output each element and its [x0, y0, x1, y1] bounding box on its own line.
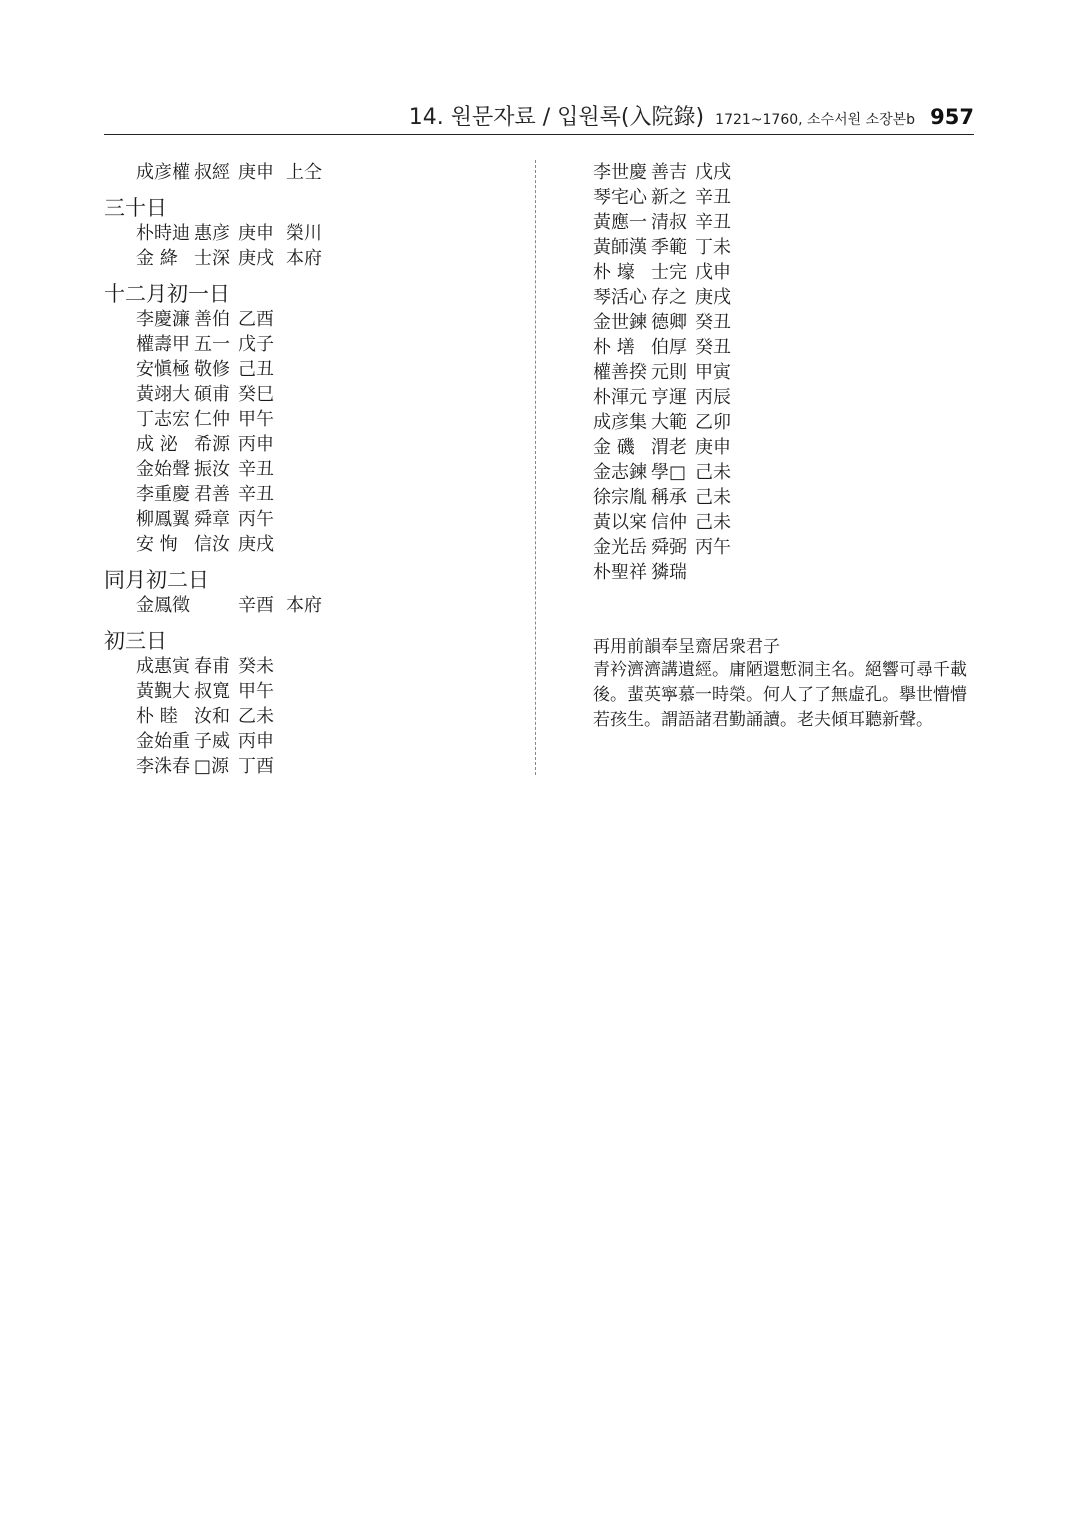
group-gap	[104, 185, 524, 195]
courtesy-name: 五一	[194, 334, 230, 355]
person-name: 成惠寅	[136, 656, 190, 677]
person-name: 徐宗胤	[593, 487, 647, 508]
courtesy-name: 善吉	[651, 162, 687, 183]
birth-year: 辛丑	[238, 459, 274, 480]
person-name: 成 泌	[136, 434, 178, 455]
list-item	[593, 160, 973, 185]
courtesy-name: 季範	[651, 237, 687, 258]
list-item	[104, 482, 524, 507]
person-name: 李世慶	[593, 162, 647, 183]
person-name: 安 恂	[136, 534, 178, 555]
person-name: 琴宅心	[593, 187, 647, 208]
birth-year: 癸未	[238, 656, 274, 677]
person-name: 李慶濂	[136, 309, 190, 330]
birth-year: 庚戌	[238, 534, 274, 555]
courtesy-name: 振汝	[194, 459, 230, 480]
person-name: 朴時迪	[136, 223, 190, 244]
birth-year: 乙未	[238, 706, 274, 727]
birth-year: 己未	[695, 462, 731, 483]
courtesy-name: 元則	[651, 362, 687, 383]
list-item	[104, 507, 524, 532]
person-name: 金始聲	[136, 459, 190, 480]
list-item	[593, 235, 973, 260]
list-item	[593, 410, 973, 435]
courtesy-name: 獜瑞	[651, 562, 687, 583]
poem-line: 青衿濟濟講遺經。庸陋還慙洞主名。絕響可尋千載	[593, 660, 967, 680]
courtesy-name: 敬修	[194, 359, 230, 380]
person-name: 金志鍊	[593, 462, 647, 483]
list-item	[104, 679, 524, 704]
courtesy-name: 清叔	[651, 212, 687, 233]
list-item	[104, 532, 524, 557]
poem	[593, 636, 973, 733]
person-name: 權壽甲	[136, 334, 190, 355]
hometown: 榮川	[286, 223, 322, 244]
birth-year: 庚戌	[695, 287, 731, 308]
birth-year: 丙午	[695, 537, 731, 558]
list-item	[104, 729, 524, 754]
birth-year: 辛丑	[695, 212, 731, 233]
list-item	[104, 160, 524, 185]
birth-year: 戊戌	[695, 162, 731, 183]
person-name: 黃以宲	[593, 512, 647, 533]
birth-year: 丁未	[695, 237, 731, 258]
person-name: 金鳳徵	[136, 595, 190, 616]
courtesy-name: 渭老	[651, 437, 687, 458]
list-item	[104, 754, 524, 779]
group-gap	[104, 271, 524, 281]
list-item	[104, 221, 524, 246]
date-heading: 初三日	[104, 629, 167, 653]
hometown: 本府	[286, 595, 322, 616]
list-item	[104, 332, 524, 357]
poem-line: 若孩生。謂語諸君勤誦讀。老夫傾耳聽新聲。	[593, 710, 933, 730]
date-heading: 十二月初一日	[104, 282, 230, 306]
column-divider	[535, 160, 536, 775]
person-name: 安愼極	[136, 359, 190, 380]
list-item	[593, 510, 973, 535]
person-name: 朴渾元	[593, 387, 647, 408]
courtesy-name: 叔寬	[194, 681, 230, 702]
list-item	[593, 310, 973, 335]
birth-year: 癸巳	[238, 384, 274, 405]
birth-year: 己未	[695, 512, 731, 533]
list-item	[593, 360, 973, 385]
birth-year: 丙午	[238, 509, 274, 530]
left-column	[104, 160, 524, 779]
person-name: 朴 睦	[136, 706, 178, 727]
person-name: 柳鳳翼	[136, 509, 190, 530]
list-item	[104, 654, 524, 679]
birth-year: 乙卯	[695, 412, 731, 433]
person-name: 金 磯	[593, 437, 635, 458]
list-item	[593, 385, 973, 410]
courtesy-name: 君善	[194, 484, 230, 505]
courtesy-name: 碩甫	[194, 384, 230, 405]
birth-year: 丙申	[238, 434, 274, 455]
birth-year: 甲寅	[695, 362, 731, 383]
hometown: 本府	[286, 248, 322, 269]
person-name: 成彦集	[593, 412, 647, 433]
person-name: 成彦權	[136, 162, 190, 183]
courtesy-name: 仁仲	[194, 409, 230, 430]
courtesy-name: 學□	[651, 462, 687, 483]
person-name: 黃應一	[593, 212, 647, 233]
courtesy-name: 士完	[651, 262, 687, 283]
page-header	[104, 100, 974, 135]
list-item	[104, 593, 524, 618]
person-name: 朴聖祥	[593, 562, 647, 583]
person-name: 金 絳	[136, 248, 178, 269]
list-item	[104, 704, 524, 729]
birth-year: 丁酉	[238, 756, 274, 777]
courtesy-name: 稱承	[651, 487, 687, 508]
person-name: 朴 壕	[593, 262, 635, 283]
page-number: 957	[930, 105, 974, 129]
courtesy-name: 信汝	[194, 534, 230, 555]
list-item	[593, 485, 973, 510]
person-name: 黃師漢	[593, 237, 647, 258]
courtesy-name: 春甫	[194, 656, 230, 677]
person-name: 黃覲大	[136, 681, 190, 702]
birth-year: 庚申	[238, 162, 274, 183]
person-name: 丁志宏	[136, 409, 190, 430]
birth-year: 癸丑	[695, 337, 731, 358]
poem-title: 再用前韻奉呈齋居衆君子	[593, 637, 780, 657]
courtesy-name: 存之	[651, 287, 687, 308]
courtesy-name: □源	[194, 756, 230, 777]
list-item	[593, 260, 973, 285]
group-gap	[104, 557, 524, 567]
birth-year: 辛酉	[238, 595, 274, 616]
section-title: 14. 원문자료 / 입원록(入院錄)	[408, 105, 705, 130]
list-item	[104, 432, 524, 457]
courtesy-name: 士深	[194, 248, 230, 269]
list-item	[104, 382, 524, 407]
birth-year: 丙辰	[695, 387, 731, 408]
person-name: 朴 墡	[593, 337, 635, 358]
courtesy-name: 子威	[194, 731, 230, 752]
courtesy-name: 伯厚	[651, 337, 687, 358]
list-item	[593, 210, 973, 235]
courtesy-name: 舜弼	[651, 537, 687, 558]
group-gap	[104, 618, 524, 628]
courtesy-name: 信仲	[651, 512, 687, 533]
person-name: 琴活心	[593, 287, 647, 308]
list-item	[593, 535, 973, 560]
birth-year: 癸丑	[695, 312, 731, 333]
poem-line: 後。蜚英寧慕一時榮。何人了了無虛孔。擧世懵懵	[593, 685, 967, 705]
birth-year: 己丑	[238, 359, 274, 380]
person-name: 金世鍊	[593, 312, 647, 333]
person-name: 李洙春	[136, 756, 190, 777]
right-column	[593, 160, 973, 585]
courtesy-name: 汝和	[194, 706, 230, 727]
birth-year: 庚申	[238, 223, 274, 244]
person-name: 金始重	[136, 731, 190, 752]
courtesy-name: 叔經	[194, 162, 230, 183]
courtesy-name: 舜章	[194, 509, 230, 530]
date-heading: 三十日	[104, 196, 167, 220]
birth-year: 庚戌	[238, 248, 274, 269]
list-item	[593, 185, 973, 210]
list-item	[593, 435, 973, 460]
person-name: 權善揆	[593, 362, 647, 383]
courtesy-name: 惠彦	[194, 223, 230, 244]
list-item	[104, 407, 524, 432]
list-item	[104, 307, 524, 332]
birth-year: 戊申	[695, 262, 731, 283]
courtesy-name: 善伯	[194, 309, 230, 330]
birth-year: 己未	[695, 487, 731, 508]
birth-year: 庚申	[695, 437, 731, 458]
birth-year: 甲午	[238, 409, 274, 430]
list-item	[593, 285, 973, 310]
courtesy-name: 亨運	[651, 387, 687, 408]
date-heading: 同月初二日	[104, 568, 209, 592]
birth-year: 辛丑	[238, 484, 274, 505]
list-item	[593, 335, 973, 360]
courtesy-name: 大範	[651, 412, 687, 433]
courtesy-name: 新之	[651, 187, 687, 208]
birth-year: 戊子	[238, 334, 274, 355]
hometown: 上仝	[286, 162, 322, 183]
birth-year: 丙申	[238, 731, 274, 752]
courtesy-name: 德卿	[651, 312, 687, 333]
list-item	[593, 460, 973, 485]
person-name: 黃翊大	[136, 384, 190, 405]
birth-year: 辛丑	[695, 187, 731, 208]
person-name: 李重慶	[136, 484, 190, 505]
list-item	[593, 560, 973, 585]
list-item	[104, 246, 524, 271]
birth-year: 乙酉	[238, 309, 274, 330]
courtesy-name: 希源	[194, 434, 230, 455]
birth-year: 甲午	[238, 681, 274, 702]
source-range: 1721~1760, 소수서원 소장본b	[715, 112, 916, 128]
list-item	[104, 457, 524, 482]
person-name: 金光岳	[593, 537, 647, 558]
list-item	[104, 357, 524, 382]
